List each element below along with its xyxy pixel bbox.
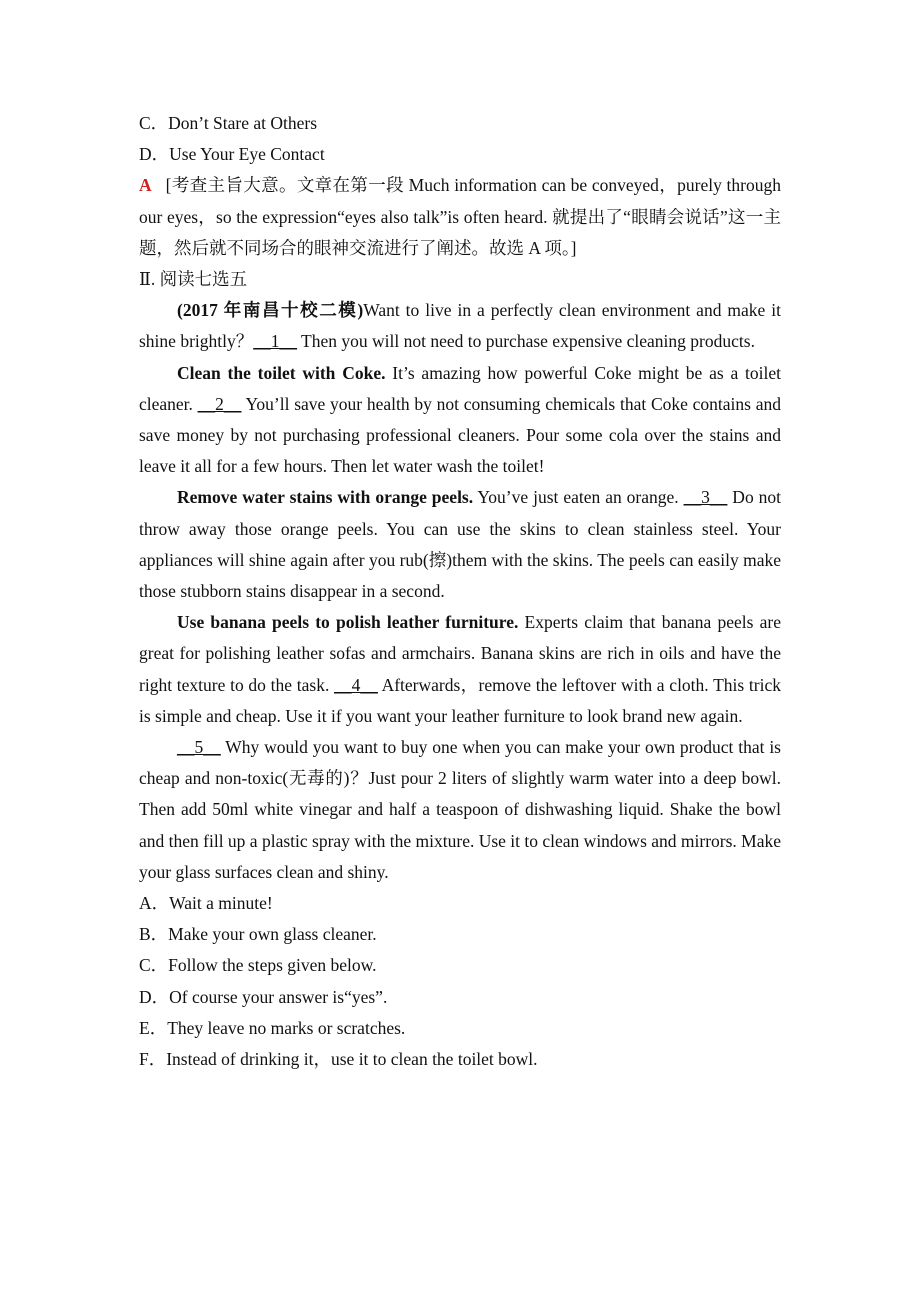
- paragraph-text: You’ve just eaten an orange.: [473, 487, 684, 508]
- blank-1: __1__: [253, 331, 297, 352]
- paragraph-text: Then you will not need to purchase expensive cleaning products.: [296, 331, 755, 352]
- paragraph-heading: Remove water stains with orange peels.: [177, 487, 474, 508]
- blank-2: __2__: [197, 393, 242, 414]
- answer-explanation: [139, 170, 781, 264]
- passage-paragraph-3: [139, 482, 781, 607]
- paragraph-text: You’ll save your health by not consuming chemicals that Coke contains and save money by not purchasing professional cleaners. Pour some cola over the stains and leave it all for a few hours. Then let water wash the toilet!: [139, 393, 781, 477]
- paragraph-text: Do not throw away those orange peels. You can use the skins to clean stainless steel. Your appliances will shine again after you rub(擦)them with the skins. The peels can easily make those stubborn stains disappear in a second.: [139, 487, 782, 602]
- previous-option-d: D．Use Your Eye Contact: [139, 144, 325, 165]
- blank-5: __5__: [177, 737, 221, 758]
- passage-paragraph-4: [139, 607, 781, 732]
- blank-3: __3__: [683, 487, 728, 508]
- passage-source: (2017 年南昌十校二模): [177, 300, 364, 321]
- explanation-text: [考查主旨大意。文章在第一段 Much information can be conveyed，purely through our eyes，so the expression“eyes also talk”is often heard. 就提出了“眼睛会说话”这一主题，然后就不同场合的眼神交流进行了阐述。故选 A 项。]: [139, 175, 781, 258]
- document-page: [139, 108, 781, 1075]
- paragraph-heading: Clean the toilet with Coke.: [177, 362, 386, 383]
- paragraph-text: Why would you want to buy one when you can make your own product that is cheap and non-toxic(无毒的)？Just pour 2 liters of slightly warm water into a deep bowl. Then add 50ml white vinegar and half a teaspoon of dishwashing liquid. Shake the bowl and then fill up a plastic spray with the mixture. Use it to clean windows and mirrors. Make your glass surfaces clean and shiny.: [139, 737, 782, 882]
- passage-paragraph-2: [139, 358, 781, 483]
- paragraph-text: Afterwards，remove the leftover with a cloth. This trick is simple and cheap. Use it if you want your leather furniture to look brand new again.: [139, 674, 781, 726]
- section-title: Ⅱ. 阅读七选五: [139, 269, 248, 290]
- option-d: D．Of course your answer is“yes”.: [139, 986, 388, 1007]
- option-e: E．They leave no marks or scratches.: [139, 1017, 406, 1038]
- option-c: C．Follow the steps given below.: [139, 955, 377, 976]
- paragraph-text: It’s amazing how powerful Coke might be as a toilet cleaner.: [139, 362, 781, 414]
- paragraph-heading: Use banana peels to polish leather furniture.: [177, 612, 519, 633]
- previous-option-c: C．Don’t Stare at Others: [139, 113, 318, 133]
- option-b: B．Make your own glass cleaner.: [139, 924, 377, 945]
- paragraph-text: Experts claim that banana peels are great for polishing leather sofas and armchairs. Banana skins are rich in oils and have the right texture to do the task.: [139, 612, 781, 695]
- blank-4: __4__: [334, 674, 378, 695]
- answer-letter: A: [139, 175, 152, 196]
- passage-paragraph-1: [139, 295, 781, 357]
- option-a: A．Wait a minute!: [139, 893, 273, 914]
- passage-paragraph-5: [139, 732, 781, 888]
- paragraph-text: Want to live in a perfectly clean environment and make it shine brightly？: [139, 300, 781, 352]
- option-f: F．Instead of drinking it，use it to clean the toilet bowl.: [139, 1049, 538, 1070]
